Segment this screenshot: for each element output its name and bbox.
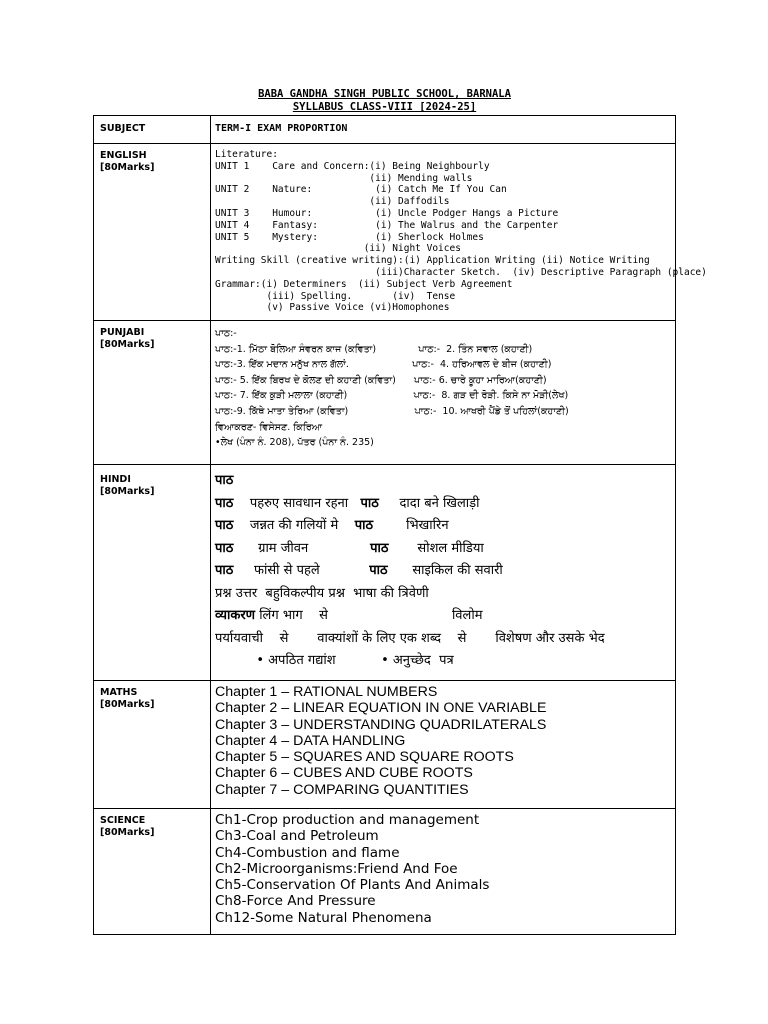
subject-hindi: [94, 465, 211, 681]
table-header-row: [94, 116, 676, 144]
subject-maths: [94, 681, 211, 809]
hindi-lesson-row: पाठ पहरुए सावधान रहना पाठ दादा बने खिलाड़ी: [215, 495, 480, 511]
hindi-synonyms-line: पर्यायवाची से वाक्यांशों के लिए एक शब्द से विशेषण और उसके भेद: [215, 630, 605, 646]
term-column-header: TERM-I EXAM PROPORTION: [211, 116, 676, 144]
subject-marks: [80Marks]: [100, 826, 155, 838]
subject-science: [94, 809, 211, 935]
science-chapter: Ch4-Combustion and flame: [215, 844, 400, 861]
english-line: (iii) Spelling. (iv) Tense: [215, 290, 456, 302]
subject-name: ENGLISH: [100, 150, 147, 161]
science-content: [211, 809, 676, 935]
hindi-last-line: • अपठित गद्यांश • अनुच्छेद पत्र: [215, 653, 454, 668]
subject-marks: [80Marks]: [100, 338, 155, 350]
english-line: Grammar:(i) Determiners (ii) Subject Verb Agreement: [215, 278, 513, 290]
english-line: Writing Skill (creative writing):(i) Application Writing (ii) Notice Writing: [215, 255, 650, 267]
science-chapter: Ch8-Force And Pressure: [215, 893, 376, 910]
english-line: (v) Passive Voice (vi)Homophones: [215, 302, 450, 314]
table-row-hindi: [94, 465, 676, 681]
punjabi-line: ਪਾਠ:-9. ਕਿੱਥੇ ਮਾਤਾ ਤੇਰਿਆ (ਕਵਿਤਾ) ਪਾਠ:- 10. ਆਖਰੀ ਪੈਂਡੇ ਤੋਂ ਪਹਿਲਾਂ(ਕਹਾਣੀ): [215, 405, 569, 417]
table-row-punjabi: [94, 321, 676, 465]
english-line: UNIT 5 Mystery: (i) Sherlock Holmes: [215, 231, 484, 243]
subject-column-header: SUBJECT: [94, 116, 211, 144]
science-chapter: Ch3-Coal and Petroleum: [215, 828, 379, 845]
maths-chapter: Chapter 5 – SQUARES AND SQUARE ROOTS: [215, 749, 514, 766]
punjabi-content: [211, 321, 676, 465]
punjabi-line: ਵਿਆਕਰਣ- ਵਿਸੇਸਣ. ਕਿਰਿਆ: [215, 421, 323, 433]
table-row-maths: [94, 681, 676, 809]
english-line: Literature:: [215, 149, 278, 160]
english-content: [211, 144, 707, 321]
subject-name: HINDI: [100, 474, 131, 485]
english-line: UNIT 1 Care and Concern:(i) Being Neighbourly: [215, 160, 490, 172]
hindi-heading: पाठ: [215, 473, 234, 488]
punjabi-line: •ਲੇਖ (ਪੰਨਾ ਨੰ. 208), ਪੱਤਰ (ਪੰਨਾ ਨੰ. 235): [215, 437, 374, 449]
science-chapter: Ch12-Some Natural Phenomena: [215, 909, 432, 926]
subject-marks: [80Marks]: [100, 161, 155, 173]
syllabus-table: [93, 115, 707, 935]
maths-chapter: Chapter 1 – RATIONAL NUMBERS: [215, 684, 438, 700]
english-line: UNIT 4 Fantasy: (i) The Walrus and the Carpenter: [215, 219, 559, 231]
subject-marks: [80Marks]: [100, 698, 155, 710]
english-line: (ii) Mending walls: [215, 172, 473, 184]
maths-content: [211, 681, 676, 809]
subject-punjabi: [94, 321, 211, 465]
hindi-lesson-row: पाठ जन्नत की गलियों मे पाठ भिखारिन: [215, 518, 449, 533]
syllabus-title: SYLLABUS CLASS-VIII [2024-25]: [292, 101, 477, 113]
subject-name: MATHS: [100, 687, 138, 698]
english-line: (ii) Daffodils: [215, 196, 450, 208]
english-line: UNIT 3 Humour: (i) Uncle Podger Hangs a Picture: [215, 207, 559, 219]
maths-chapter: Chapter 6 – CUBES AND CUBE ROOTS: [215, 765, 473, 782]
punjabi-line: ਪਾਠ:- 5. ਇੱਕ ਬਿਰਖ ਦੇ ਕੋਲਣ ਦੀ ਕਹਾਣੀ (ਕਵਿਤਾ) ਪਾਠ:- 6. ਚਾਰੇ ਕੂਹਾ ਮਾਰਿਆ(ਕਹਾਣੀ): [215, 374, 547, 386]
english-line: UNIT 2 Nature: (i) Catch Me If You Can: [215, 184, 507, 196]
science-chapter: Ch2-Microorganisms:Friend And Foe: [215, 860, 458, 877]
punjabi-line: ਪਾਠ:- 7. ਇੱਕ ਕੁੜੀ ਮਲਾਲਾ (ਕਹਾਣੀ) ਪਾਠ:- 8. ਗੜ ਦੀ ਰੋੜੀ. ਕਿਸੇ ਨਾ ਮੋੜੀ(ਲੇਖ): [215, 390, 569, 402]
hindi-lesson-row: पाठ फांसी से पहले पाठ साइकिल की सवारी: [215, 563, 503, 578]
school-name: BABA GANDHA SINGH PUBLIC SCHOOL, BARNALA: [258, 88, 511, 100]
table-row-science: [94, 809, 676, 935]
hindi-grammar-line: व्याकरण लिंग भाग से विलोम: [215, 608, 483, 623]
hindi-content: [211, 465, 676, 681]
english-line: (ii) Night Voices: [215, 243, 461, 255]
english-line: (iii)Character Sketch. (iv) Descriptive Paragraph (place): [215, 266, 707, 278]
punjabi-line: ਪਾਠ:-3. ਇੱਕ ਮਦਾਨ ਮਨੁੱਖ ਨਾਲ ਗੱਲਾਂ. ਪਾਠ:- 4. ਹਰਿਆਵਲ ਦੇ ਬੀਜ (ਕਹਾਣੀ): [215, 359, 552, 371]
subject-marks: [80Marks]: [100, 485, 155, 497]
science-chapter: Ch5-Conservation Of Plants And Animals: [215, 877, 490, 894]
subject-name: SCIENCE: [100, 815, 146, 826]
hindi-questions-line: प्रश्न उत्तर बहुविकल्पीय प्रश्न भाषा की त्रिवेणी: [215, 585, 429, 601]
maths-chapter: Chapter 3 – UNDERSTANDING QUADRILATERALS: [215, 716, 547, 733]
maths-chapter: Chapter 7 – COMPARING QUANTITIES: [215, 781, 469, 798]
science-chapter: Ch1-Crop production and management: [215, 812, 480, 828]
maths-chapter: Chapter 4 – DATA HANDLING: [215, 732, 406, 749]
punjabi-line: ਪਾਠ:-1. ਮਿੱਠਾ ਬੋਲਿਆ ਸੰਵਰਨ ਕਾਜ (ਕਵਿਤਾ) ਪਾਠ:- 2. ਤਿੰਨ ਸਵਾਲ (ਕਹਾਣੀ): [215, 343, 533, 355]
subject-name: PUNJABI: [100, 327, 145, 338]
table-row-english: [94, 144, 676, 321]
maths-chapter: Chapter 2 – LINEAR EQUATION IN ONE VARIABLE: [215, 700, 547, 717]
subject-english: [94, 144, 211, 321]
hindi-lesson-row: पाठ ग्राम जीवन पाठ सोशल मीडिया: [215, 540, 484, 556]
punjabi-line: ਪਾਠ:-: [215, 328, 237, 339]
